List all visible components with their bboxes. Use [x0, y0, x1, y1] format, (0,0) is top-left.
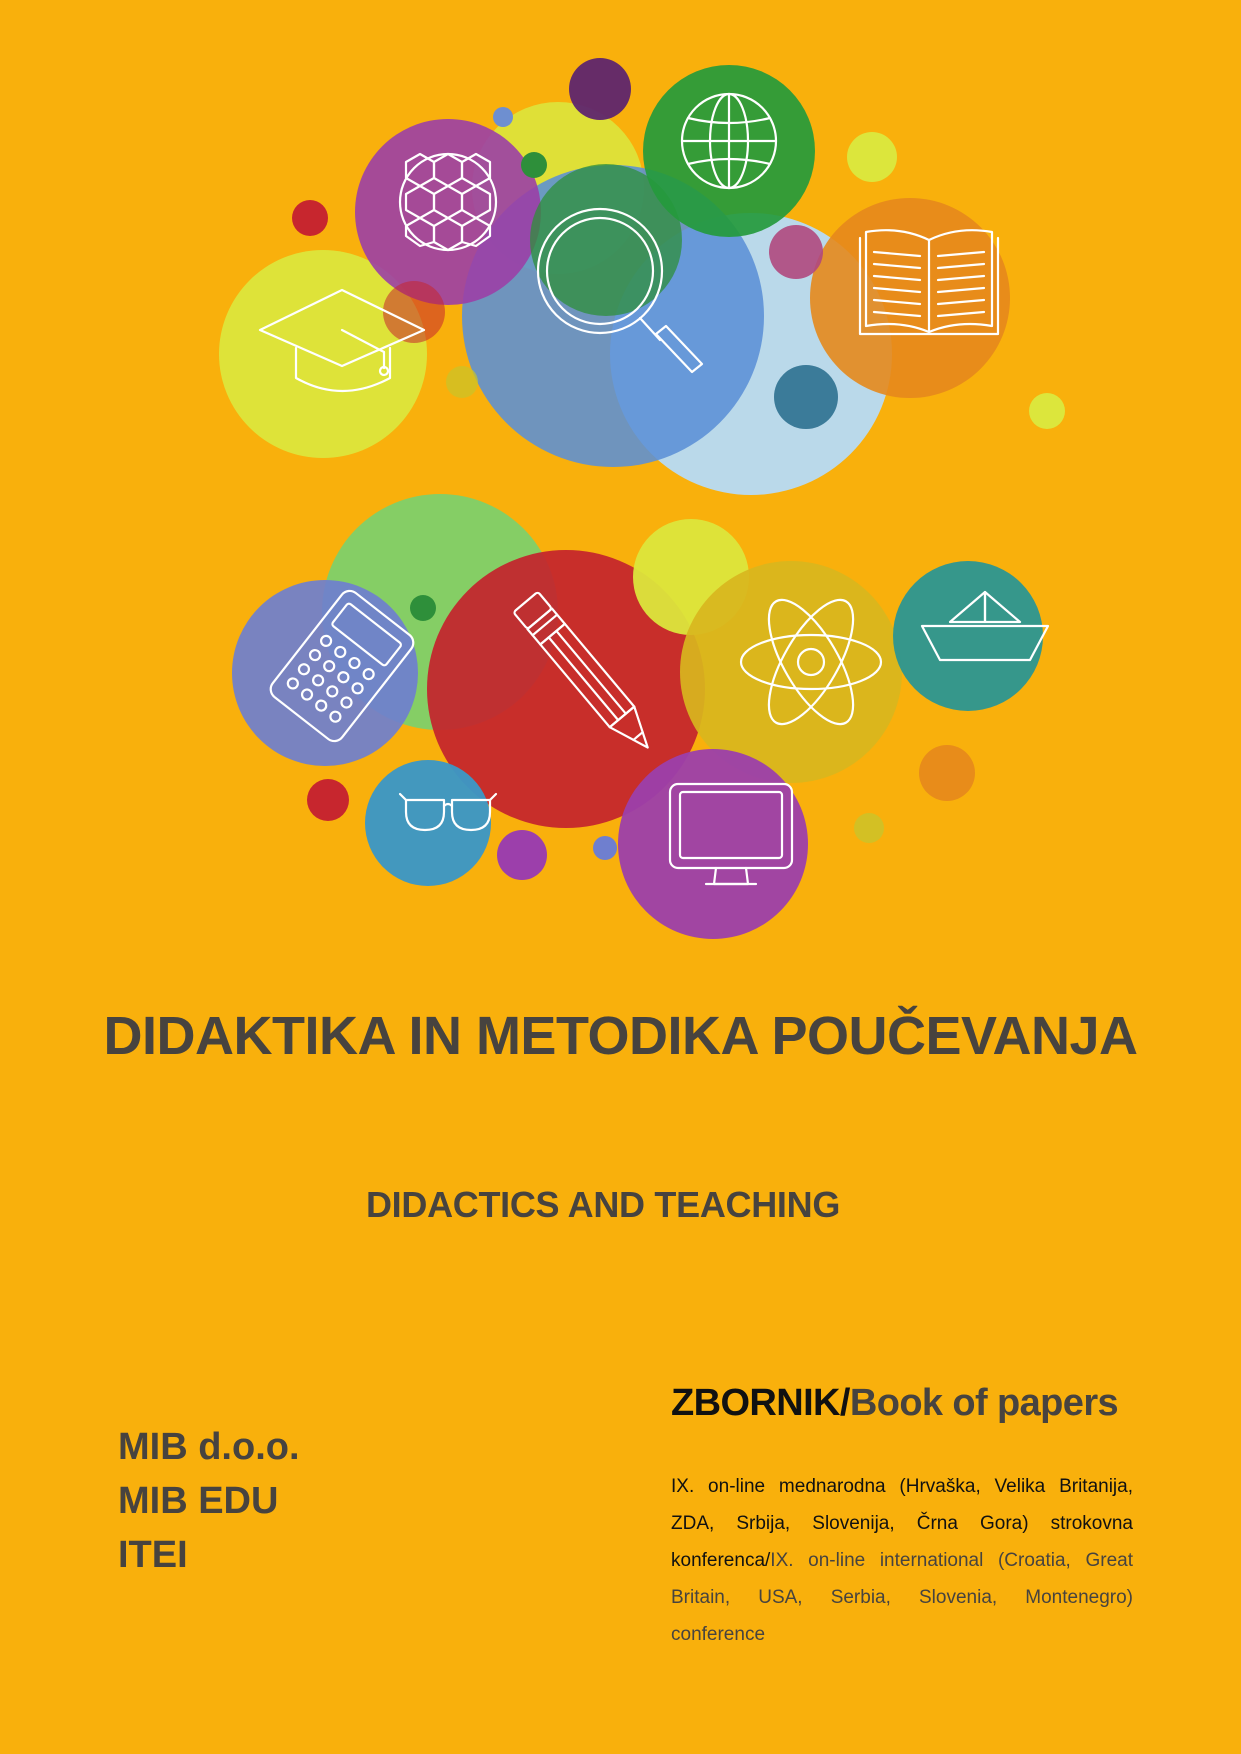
publisher-list	[118, 1420, 300, 1582]
book-heading-en: Book of papers	[849, 1382, 1119, 1424]
conference-description-sl: IX. on-line mednarodna (Hrvaška, Velika Britanija, ZDA, Srbija, Slovenija, Črna Gora) strokovna konferenca/	[671, 1476, 1133, 1571]
page-title: DIDAKTIKA IN METODIKA POUČEVANJA	[103, 1006, 1138, 1066]
book-heading	[671, 1382, 1133, 1425]
page-subtitle: DIDACTICS AND TEACHING	[365, 1184, 841, 1225]
publisher-item: ITEI	[118, 1534, 188, 1576]
globe-icon	[682, 94, 776, 188]
conference-description	[671, 1468, 1133, 1653]
conference-description-en: IX. on-line international (Croatia, Great Britain, USA, Serbia, Slovenia, Montenegro) conference	[671, 1550, 1133, 1645]
bubbles	[219, 58, 1065, 939]
book-heading-sl: ZBORNIK/	[671, 1382, 850, 1424]
publisher-item: MIB d.o.o.	[118, 1426, 300, 1468]
publisher-item: MIB EDU	[118, 1480, 279, 1522]
